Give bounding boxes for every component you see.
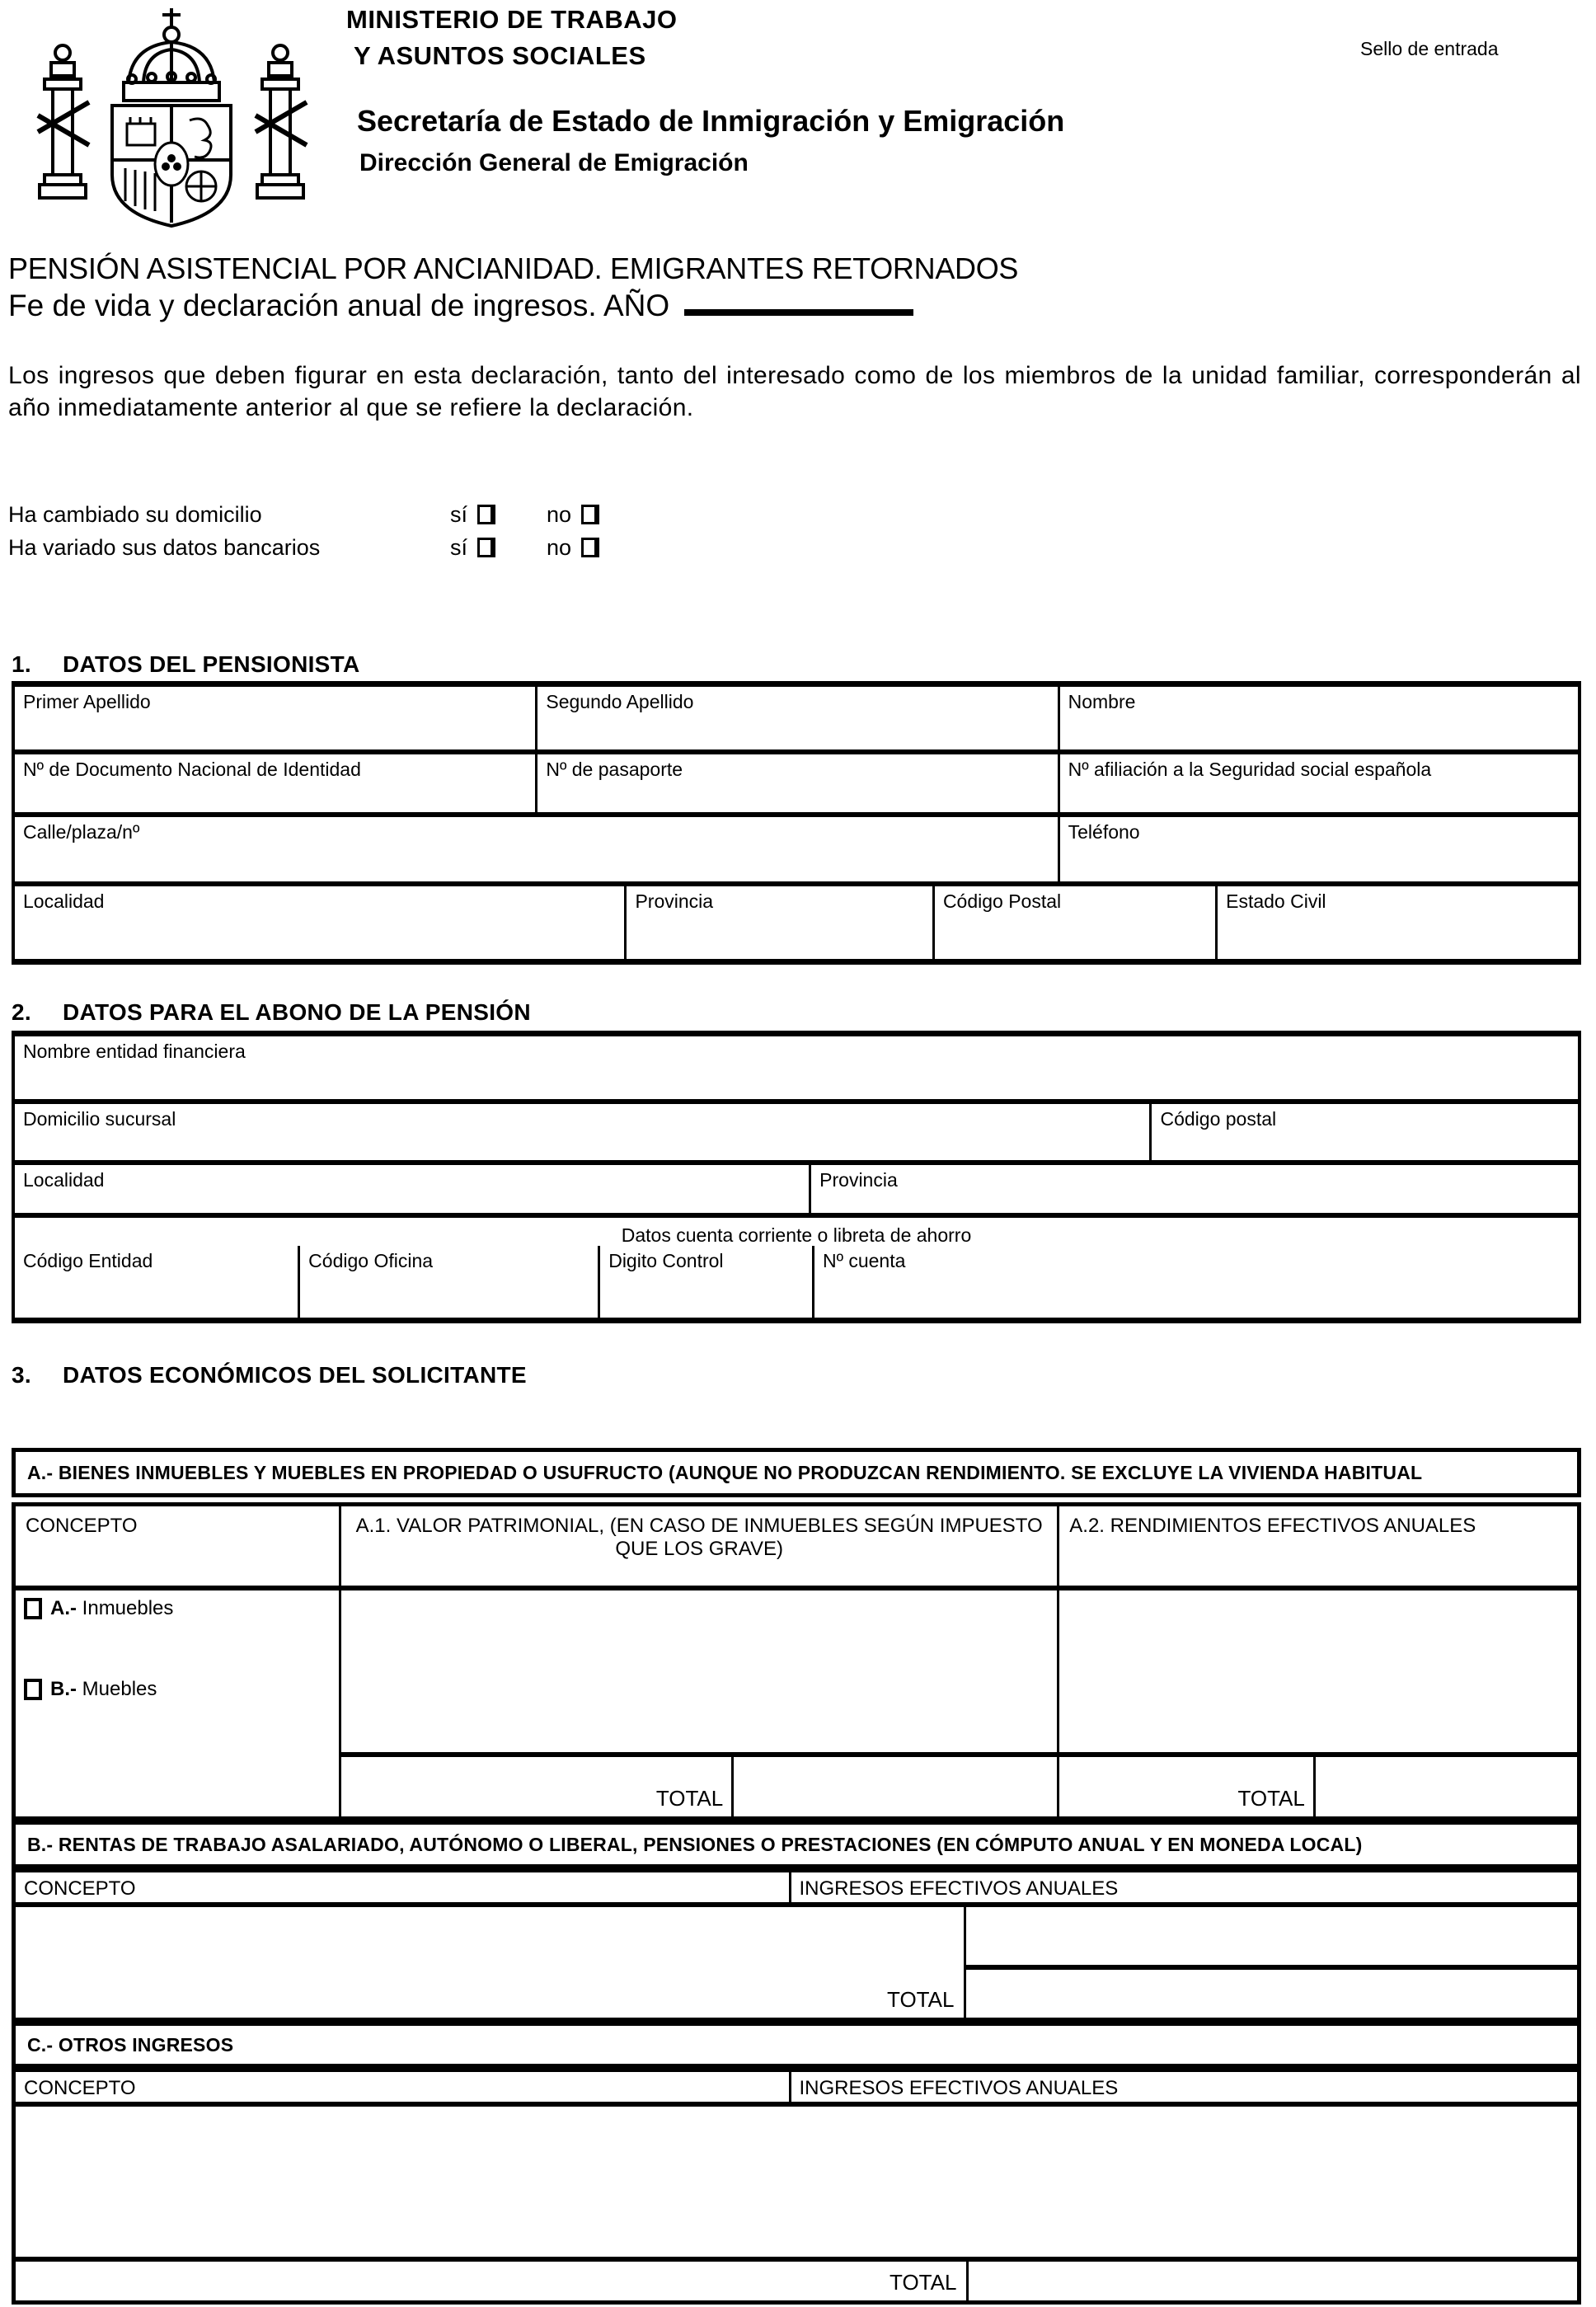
checkbox-inmuebles[interactable] xyxy=(24,1598,42,1619)
field-label: Código Entidad xyxy=(23,1250,153,1271)
field-afiliacion[interactable] xyxy=(1058,754,1578,812)
input-a2-total[interactable] xyxy=(1313,1757,1577,1816)
tableA-col-a1 xyxy=(339,1506,1057,1590)
input-a1-valor-patrimonial[interactable] xyxy=(339,1590,1057,1752)
field-label: Segundo Apellido xyxy=(546,691,694,712)
column-header-label: INGRESOS EFECTIVOS ANUALES xyxy=(799,1877,1119,1900)
field-provincia[interactable] xyxy=(624,886,932,959)
field-localidad[interactable] xyxy=(15,886,624,959)
field-nombre[interactable] xyxy=(1058,687,1578,749)
field-domicilio-sucursal[interactable] xyxy=(15,1104,1149,1160)
field-provincia-sucursal[interactable] xyxy=(809,1165,1578,1213)
field-label: Localidad xyxy=(23,890,105,912)
row-muebles-prefix: B.- xyxy=(50,1678,77,1700)
other-income-table xyxy=(12,2068,1581,2305)
field-label: Primer Apellido xyxy=(23,691,151,712)
field-label: Datos cuenta corriente o libreta de ahorro xyxy=(621,1224,972,1246)
input-b-concepto[interactable] xyxy=(16,1907,966,2018)
account-data-header-row xyxy=(15,1213,1578,1246)
field-numero-cuenta[interactable] xyxy=(812,1246,1578,1318)
checkbox-muebles[interactable] xyxy=(24,1679,42,1700)
directorate-name: Dirección General de Emigración xyxy=(359,149,749,176)
property-assets-table xyxy=(12,1502,1581,1821)
field-calle[interactable] xyxy=(15,817,1058,881)
tableC-total-row xyxy=(16,2257,1577,2300)
form-title: PENSIÓN ASISTENCIAL POR ANCIANIDAD. EMIGRANTES RETORNADOS xyxy=(8,251,1019,285)
question-domicilio-row xyxy=(8,498,599,531)
ministry-name-line2: Y ASUNTOS SOCIALES xyxy=(354,41,646,70)
row-inmuebles-label: Inmuebles xyxy=(82,1597,174,1619)
column-header-label: A.2. RENDIMIENTOS EFECTIVOS ANUALES xyxy=(1069,1515,1476,1537)
field-primer-apellido[interactable] xyxy=(15,687,535,749)
field-label: Estado Civil xyxy=(1226,890,1326,912)
tableA-a1-total-label xyxy=(341,1757,731,1816)
section2-title-text: DATOS PARA EL ABONO DE LA PENSIÓN xyxy=(63,999,531,1025)
input-b-ingresos[interactable] xyxy=(966,1907,1577,1970)
field-codigo-postal[interactable] xyxy=(932,886,1215,959)
section3-title-text: DATOS ECONÓMICOS DEL SOLICITANTE xyxy=(63,1362,527,1388)
intro-paragraph: Los ingresos que deben figurar en esta declaración, tanto del interesado como de los miembros de la unidad familiar, corresponderán al año inmediatamente anterior al que se refiere la declaración. xyxy=(8,362,1581,421)
tableA-a2-total-row xyxy=(1057,1752,1577,1816)
field-codigo-entidad[interactable] xyxy=(15,1246,298,1318)
question-bancarios-label: Ha variado sus datos bancarios xyxy=(8,534,321,560)
field-label: Nº de Documento Nacional de Identidad xyxy=(23,759,361,780)
field-label: Provincia xyxy=(819,1169,898,1191)
field-label: Provincia xyxy=(635,890,714,912)
tableB-header-box xyxy=(12,1821,1581,1868)
field-label: Nº cuenta xyxy=(822,1250,906,1271)
tableC-col-concepto xyxy=(16,2072,789,2102)
field-label: Nº afiliación a la Seguridad social española xyxy=(1068,759,1432,780)
total-label: TOTAL xyxy=(655,1786,724,1811)
field-codigo-postal-sucursal[interactable] xyxy=(1149,1104,1578,1160)
field-label: Localidad xyxy=(23,1169,105,1191)
tableB-columns-row xyxy=(16,1872,1577,1907)
spain-coat-of-arms-logo xyxy=(7,3,336,233)
tableB-values xyxy=(966,1907,1577,2018)
table-row xyxy=(15,1160,1578,1213)
section1-title-text: DATOS DEL PENSIONISTA xyxy=(63,651,360,677)
work-income-table xyxy=(12,1868,1581,2022)
tableA-col-a2 xyxy=(1057,1506,1577,1590)
field-label: Teléfono xyxy=(1068,821,1140,843)
input-c-total[interactable] xyxy=(966,2262,1577,2300)
change-questions xyxy=(8,498,599,564)
form-subtitle xyxy=(8,289,913,323)
field-label: Calle/plaza/nº xyxy=(23,821,140,843)
tableA-a1-total-row xyxy=(339,1752,1057,1816)
input-a1-total[interactable] xyxy=(731,1757,1057,1816)
year-blank-line[interactable] xyxy=(684,309,913,316)
tableC-columns-row xyxy=(16,2072,1577,2107)
table-row xyxy=(15,881,1578,959)
entry-stamp-label: Sello de entrada xyxy=(1360,38,1499,59)
total-label: TOTAL xyxy=(890,2270,957,2295)
field-label: Digito Control xyxy=(608,1250,724,1271)
table-row xyxy=(15,812,1578,881)
tableC-total-label xyxy=(16,2262,966,2300)
tableC-header-box xyxy=(12,2022,1581,2068)
field-dni[interactable] xyxy=(15,754,535,812)
tableB-body xyxy=(16,1907,1577,2018)
column-header-label: CONCEPTO xyxy=(26,1515,138,1537)
table-row xyxy=(15,687,1578,749)
crown-icon xyxy=(124,8,219,101)
column-header-label: A.1. VALOR PATRIMONIAL, (EN CASO DE INMUEBLES SEGÚN IMPUESTO QUE LOS GRAVE) xyxy=(355,1515,1043,1560)
field-label: Nº de pasaporte xyxy=(546,759,683,780)
field-telefono[interactable] xyxy=(1058,817,1578,881)
field-segundo-apellido[interactable] xyxy=(535,687,1057,749)
no-label: no xyxy=(547,501,572,527)
field-label: Código postal xyxy=(1160,1108,1277,1130)
tableA-a2-total-label xyxy=(1059,1757,1313,1816)
field-label: Nombre xyxy=(1068,691,1136,712)
tableA-header-text: A.- BIENES INMUEBLES Y MUEBLES EN PROPIEDAD O USUFRUCTO (AUNQUE NO PRODUZCAN RENDIMIENTO. SE EXCLUYE LA VIVIENDA HABITUAL xyxy=(27,1461,1423,1483)
yes-label: sí xyxy=(450,534,468,560)
pensioner-data-table xyxy=(12,681,1581,965)
table-row xyxy=(15,1099,1578,1160)
field-entidad-financiera[interactable] xyxy=(15,1036,1578,1099)
no-label: no xyxy=(547,534,572,560)
checkbox-bancarios-si[interactable] xyxy=(477,538,495,557)
input-a2-rendimientos[interactable] xyxy=(1057,1590,1577,1752)
tableA-header-box xyxy=(12,1448,1581,1497)
tableA-col-concepto xyxy=(16,1506,339,1590)
field-label: Código Oficina xyxy=(308,1250,434,1271)
section1-title xyxy=(12,651,360,678)
tableC-header-text: C.- OTROS INGRESOS xyxy=(27,2033,234,2056)
checkbox-bancarios-no[interactable] xyxy=(581,538,599,557)
field-label: Código Postal xyxy=(942,890,1062,912)
tableA-concepto-cell xyxy=(16,1590,339,1816)
input-b-total[interactable] xyxy=(966,1970,1577,2018)
section2-title xyxy=(12,999,531,1026)
tableB-header-text: B.- RENTAS DE TRABAJO ASALARIADO, AUTÓNOMO O LIBERAL, PENSIONES O PRESTACIONES (EN CÓMPUTO ANUAL Y EN MONEDA LOCAL) xyxy=(27,1833,1363,1855)
column-header-label: CONCEPTO xyxy=(24,2077,136,2099)
checkbox-domicilio-si[interactable] xyxy=(477,505,495,524)
ministry-name-line1: MINISTERIO DE TRABAJO xyxy=(346,5,678,34)
section3-title xyxy=(12,1362,527,1388)
section3-number: 3. xyxy=(12,1362,31,1388)
secretariat-name: Secretaría de Estado de Inmigración y Emigración xyxy=(357,104,1065,138)
section2-number: 2. xyxy=(12,999,31,1025)
payment-data-table xyxy=(12,1031,1581,1323)
table-row xyxy=(15,1036,1578,1099)
field-label: Domicilio sucursal xyxy=(23,1108,176,1130)
subtitle-text: Fe de vida y declaración anual de ingresos. AÑO xyxy=(8,289,670,322)
table-row xyxy=(15,749,1578,812)
total-label: TOTAL xyxy=(1237,1786,1305,1811)
field-label: Nombre entidad financiera xyxy=(23,1041,246,1062)
field-estado-civil[interactable] xyxy=(1215,886,1578,959)
row-muebles-label: Muebles xyxy=(82,1678,157,1700)
section1-number: 1. xyxy=(12,651,31,677)
yes-label: sí xyxy=(450,501,468,527)
table-row xyxy=(15,1246,1578,1318)
field-localidad-sucursal[interactable] xyxy=(15,1165,809,1213)
question-bancarios-row xyxy=(8,531,599,564)
checkbox-domicilio-no[interactable] xyxy=(581,505,599,524)
tableB-col-ingresos xyxy=(789,1872,1577,1902)
input-c-concepto[interactable] xyxy=(16,2107,1577,2257)
field-digito-control[interactable] xyxy=(598,1246,812,1318)
column-header-label: CONCEPTO xyxy=(24,1877,136,1900)
row-inmuebles xyxy=(24,1597,173,1620)
tableC-col-ingresos xyxy=(789,2072,1577,2102)
field-codigo-oficina[interactable] xyxy=(298,1246,598,1318)
question-domicilio-label: Ha cambiado su domicilio xyxy=(8,501,262,527)
total-label: TOTAL xyxy=(887,1987,955,2012)
shield-icon xyxy=(112,106,231,226)
tableB-col-concepto xyxy=(16,1872,789,1902)
row-inmuebles-prefix: A.- xyxy=(50,1597,77,1619)
account-data-header xyxy=(15,1218,1578,1246)
column-header-label: INGRESOS EFECTIVOS ANUALES xyxy=(799,2077,1119,2099)
row-muebles xyxy=(24,1678,157,1701)
field-pasaporte[interactable] xyxy=(535,754,1057,812)
